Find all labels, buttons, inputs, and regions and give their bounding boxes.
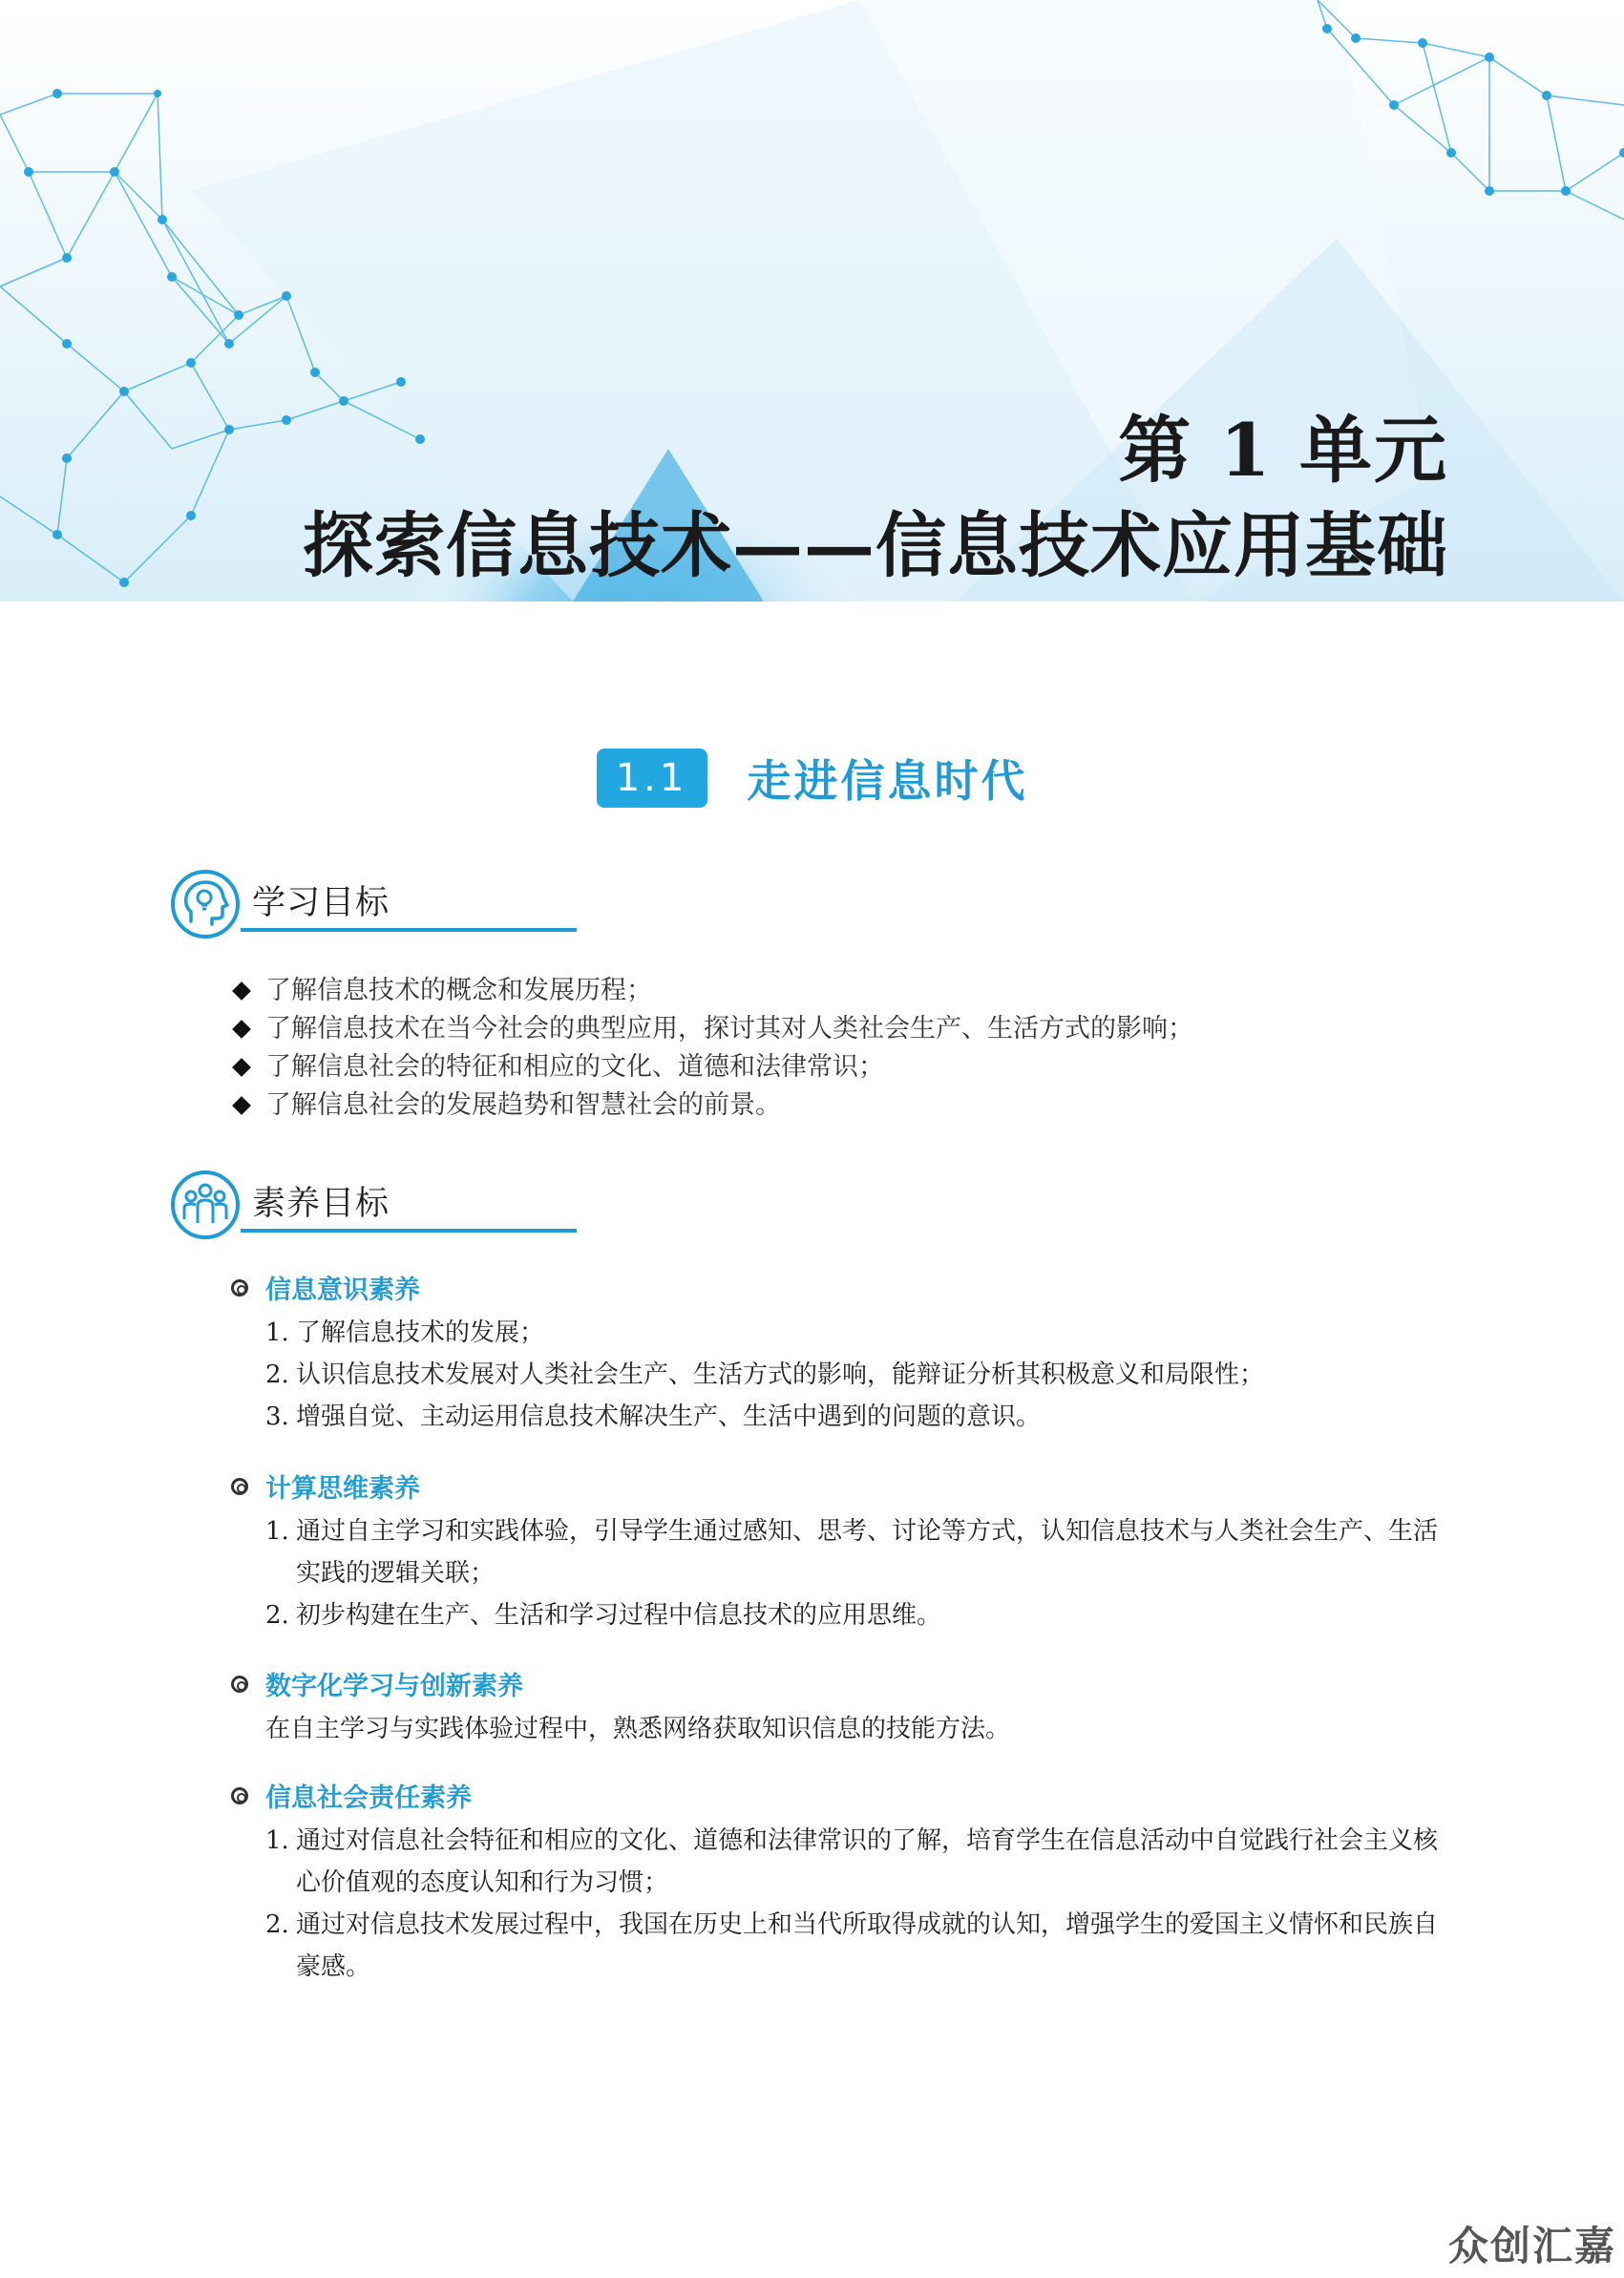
item-text: 增强自觉、主动运用信息技术解决生产、生活中遇到的问题的意识。: [296, 1403, 1042, 1431]
item-text: 初步构建在生产、生活和学习过程中信息技术的应用思维。: [296, 1601, 942, 1630]
double-circle-icon: [231, 1279, 248, 1297]
double-circle-icon: [231, 1478, 248, 1495]
literacy-group-heading: [231, 1270, 1453, 1312]
literacy-list: [231, 1820, 1453, 1988]
list-item: 了解信息技术的概念和发展历程；: [231, 972, 1193, 1010]
list-item: 了解信息技术在当今社会的典型应用，探讨其对人类社会生产、生活方式的影响；: [231, 1010, 1193, 1048]
watermark: 众创汇嘉: [1447, 2223, 1616, 2269]
literacy-group-info-awareness: [231, 1270, 1453, 1438]
heading-underline: [241, 928, 577, 932]
list-item: [231, 1396, 1453, 1438]
item-text: 通过自主学习和实践体验，引导学生通过感知、思考、讨论等方式，认知信息技术与人类社会生产、生活实践的逻辑关联；: [296, 1517, 1439, 1588]
item-text: 通过对信息技术发展过程中，我国在历史上和当代所取得成就的认知，增强学生的爱国主义情怀和民族自豪感。: [296, 1910, 1439, 1981]
item-number: 1.: [265, 1517, 289, 1546]
unit-banner: [0, 0, 1624, 601]
literacy-group-heading: [231, 1468, 1453, 1510]
list-item: [231, 1820, 1453, 1904]
section-number-badge: 1.1: [597, 749, 707, 808]
section-title: 走进信息时代: [747, 755, 1028, 807]
list-item: [231, 1354, 1453, 1396]
unit-title-block: [303, 403, 1448, 594]
group-heading-text: 数字化学习与创新素养: [265, 1672, 523, 1701]
list-item: [231, 1594, 1453, 1636]
section-heading: [0, 747, 1624, 810]
literacy-group-heading: [231, 1666, 1453, 1708]
list-item: 了解信息社会的特征和相应的文化、道德和法律常识；: [231, 1048, 1193, 1086]
item-text: 认识信息技术发展对人类社会生产、生活方式的影响，能辩证分析其积极意义和局限性；: [296, 1360, 1265, 1389]
list-item: 了解信息社会的发展趋势和智慧社会的前景。: [231, 1086, 1193, 1125]
double-circle-icon: [231, 1787, 248, 1804]
unit-subtitle: 探索信息技术——信息技术应用基础: [303, 505, 1448, 587]
heading-underline: [241, 1229, 577, 1233]
literacy-group-heading: [231, 1778, 1453, 1820]
learning-goals-list: [231, 972, 1193, 1125]
unit-label: 第 1 单元: [1118, 408, 1448, 493]
group-heading-text: 信息社会责任素养: [265, 1783, 472, 1813]
learning-goals-title: 学习目标: [252, 884, 390, 922]
literacy-paragraph: 在自主学习与实践体验过程中，熟悉网络获取知识信息的技能方法。: [265, 1715, 1011, 1743]
item-number: 2.: [265, 1601, 289, 1630]
literacy-goals-title: 素养目标: [252, 1185, 390, 1223]
literacy-group-computational-thinking: [231, 1468, 1453, 1636]
double-circle-icon: [231, 1676, 248, 1693]
people-group-icon: [170, 1170, 241, 1240]
list-item: [231, 1312, 1453, 1354]
literacy-group-digital-learning: [231, 1666, 1453, 1750]
literacy-list: [231, 1510, 1453, 1636]
item-number: 1.: [265, 1826, 289, 1855]
literacy-list: [231, 1312, 1453, 1438]
item-text: 通过对信息社会特征和相应的文化、道德和法律常识的了解，培育学生在信息活动中自觉践行社会主义核心价值观的态度认知和行为习惯；: [296, 1826, 1439, 1897]
item-number: 2.: [265, 1910, 289, 1939]
group-heading-text: 信息意识素养: [265, 1276, 420, 1305]
list-item: [231, 1904, 1453, 1988]
item-text: 了解信息技术的发展；: [296, 1318, 545, 1347]
item-number: 2.: [265, 1360, 289, 1389]
list-item: [231, 1510, 1453, 1594]
item-number: 3.: [265, 1403, 289, 1431]
literacy-group-social-responsibility: [231, 1778, 1453, 1988]
group-heading-text: 计算思维素养: [265, 1474, 420, 1504]
lightbulb-head-icon: [170, 869, 241, 939]
item-number: 1.: [265, 1318, 289, 1347]
